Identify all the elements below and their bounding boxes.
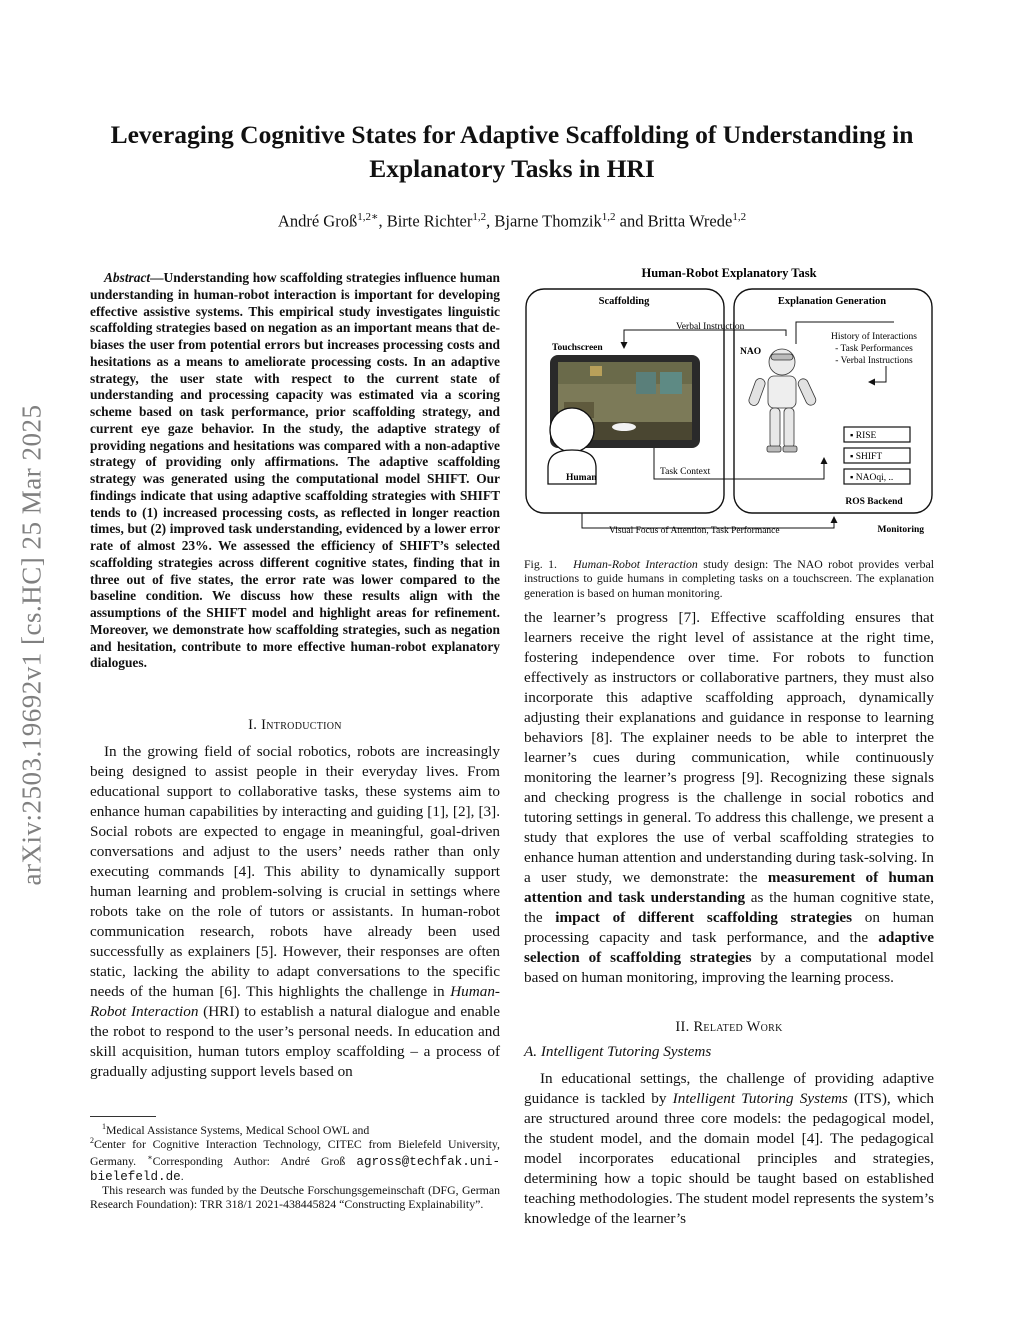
figure-caption <box>524 557 934 600</box>
author-name: Bjarne Thomzik <box>494 211 602 231</box>
backend-item-label: ▪ SHIFT <box>850 452 883 462</box>
backend-item-label: ▪ RISE <box>850 431 877 441</box>
abstract <box>90 270 500 672</box>
section-title: Introduction <box>261 717 342 733</box>
visual-focus-label: Visual Focus of Attention, Task Performance <box>609 526 780 536</box>
related-work-paragraph <box>524 1069 934 1229</box>
footnote-affiliation-2: $^2$Center for Cognitive Interaction Technology, CITEC from Bielefeld University, Germany. ∗Corresponding Author: André Groß agross@techfak.uni-bielefeld.de. <box>90 1136 500 1184</box>
nao-robot <box>748 349 818 452</box>
intro-emphasis: Human-Robot Interaction <box>90 983 500 1020</box>
body-bold: adaptive selection of scaffolding strategies <box>524 929 934 966</box>
body-text: the learner’s progress [7]. Effective scaffolding ensures that learners receive the right level of assistance at the right time, fostering independence over time. For robots to function effectively as instructors or collaborative partners, they must also incorporate this adaptive scaffolding approach, dynamically adjusting their explanations and guidance in response to learning behaviors [8]. The explainer needs to be able to interpret the learner’s cues during communication, while continuously monitoring the learner’s progress [9]. Recognizing these signals and checking progress is the challenge in social robotics and tutoring settings in general. To address this challenge, we present a study that explores the use of verbal scaffolding strategies to enhance human attention and understanding during task-solving. In a user study, we demonstrate: the <box>524 609 934 886</box>
task-context-label: Task Context <box>660 467 711 477</box>
history-title: History of Interactions <box>830 332 918 342</box>
author-separator: and <box>615 211 648 231</box>
scaffolding-label: Scaffolding <box>598 296 650 307</box>
history-to-backend-arrow <box>869 366 886 382</box>
body-bold: measurement of human attention and task understanding <box>524 869 934 906</box>
touchscreen-label: Touchscreen <box>552 343 603 353</box>
monitoring-label: Monitoring <box>877 525 924 535</box>
verbal-instruction-label: Verbal Instruction <box>676 322 745 332</box>
body-emphasis: Intelligent Tutoring Systems <box>672 1090 848 1107</box>
figure-title: Human-Robot Explanatory Task <box>641 266 817 280</box>
author-affiliation: 1,2∗ <box>357 211 379 223</box>
footnote-corresponding: Corresponding Author: André Groß <box>152 1153 346 1168</box>
abstract-label: Abstract <box>104 270 151 285</box>
section-number: I. <box>248 717 262 733</box>
footnote-funding: This research was funded by the Deutsche Forschungsgemeinschaft (DFG, German Research Foundation): TRR 318/1 2021-438445824 “Constructing Explainability”. <box>90 1183 500 1211</box>
section-number: II. <box>675 1019 694 1035</box>
caption-label: Fig. 1. <box>524 557 557 571</box>
ros-backend-label: ROS Backend <box>845 497 903 507</box>
arxiv-id: arXiv:2503.19692v1 [cs.HC] 25 Mar 2025 <box>16 404 47 886</box>
footnote-aff2: Center for Cognitive Interaction Technology, CITEC from Bielefeld University, Germany. <box>90 1136 500 1168</box>
explanation-generation-label: Explanation Generation <box>777 296 887 307</box>
section-heading-related-work <box>524 1019 934 1036</box>
verbal-instruction-arrow <box>624 330 786 348</box>
author-list <box>80 210 944 232</box>
author-affiliation: 1,2 <box>732 211 747 223</box>
footnote-email[interactable]: agross@techfak.uni-bielefeld.de <box>90 1154 500 1184</box>
body-text: (ITS), which are structured around three core models: the pedagogical model, the student model, and the domain model [4]. The pedagogical model incorporates educational principles and strategies, determining how a topic should be taught based on established teaching methodologies. The student model represents the system’s knowledge of the learner’s <box>524 1090 935 1227</box>
backend-item-label: ▪ NAOqi, .. <box>850 473 894 483</box>
body-text: on human processing capacity and task performance, and the <box>524 909 934 946</box>
human-head <box>550 408 594 452</box>
arxiv-stamp <box>12 345 52 945</box>
author-name: André Groß <box>277 211 358 231</box>
intro-text-end: (HRI) to establish a natural dialogue and enable the robot to respond to the user’s personal needs. In education and skill acquisition, human tutors employ scaffolding – a process of gradually adjusting support levels based on <box>90 1003 501 1080</box>
history-item: - Task Performances <box>835 344 913 354</box>
footnote-period: . <box>180 1168 184 1183</box>
abstract-dash: — <box>150 270 164 285</box>
footnote-aff1: Medical Assistance Systems, Medical School OWL and <box>106 1122 370 1137</box>
intro-text: In the growing field of social robotics, robots are increasingly being designed to assist people in their everyday lives. From educational support to collaborative tasks, these systems aim to enhance human capabilities by interacting and guiding [1], [2], [3]. Social robots are expected to engage in meaningful, goal-driven conversations and adjust to the users’ needs rather than only executing commands [4]. This ability to dynamically support human learning and problem-solving is crucial in settings where robots take on the role of tutors or assistants. In human-robot communication research, robots have already been used successfully as explainers [5]. However, their responses are often static, lacking the ability to adapt conversations to the specific needs of the human [6]. This highlights the challenge in <box>90 743 500 1000</box>
author-name: Britta Wrede <box>647 211 733 231</box>
body-bold: impact of different scaffolding strategies <box>555 909 853 926</box>
author-separator: , <box>486 211 495 231</box>
body-text: by a computational model based on human monitoring, improving the learning process. <box>524 949 934 986</box>
paper-title: Leveraging Cognitive States for Adaptive Scaffolding of Understanding in Explanatory Tasks in HRI <box>110 120 914 183</box>
abstract-text: Understanding how scaffolding strategies influence human understanding in human-robot interaction is important for developing effective assistive systems. This empirical study investigates linguistic scaffolding strategies based on negation as an important means that de-biases the user from potential errors but increases processing costs and hesitations as a means to ameliorate processing costs. In an adaptive strategy, the user state with respect to the current state of understanding and processing capacity was estimated via a scoring scheme based on task performance, prior scaffolding strategy, and current eye gaze behavior. In the study, the adaptive strategy of providing negations and hesitations was compared with a non-adaptive strategy of providing only affirmations. The adaptive scaffolding strategy was generated using the computational model SHIFT. Our findings indicate that using adaptive scaffolding strategies with SHIFT tends to (1) increased processing costs, as reflected in longer reaction times, but (2) improved task understanding, evidenced by a lower error rate of almost 23%. We assessed the efficiency of SHIFT’s selected scaffolding strategies across different cognitive states, finding that in three out of five states, the error rate was lower compared to the baseline condition. We discuss how these results align with the assumptions of the SHIFT model and highlight areas for refinement. Moreover, we demonstrate how scaffolding strategies, such as negation and hesitation, contribute to more effective human-robot explanatory dialogues. <box>90 270 500 671</box>
author-name: Birte Richter <box>386 211 473 231</box>
history-item: - Verbal Instructions <box>835 356 913 366</box>
right-column-paragraph <box>524 608 934 988</box>
footnote-affiliations: $^1$Medical Assistance Systems, Medical School OWL and <box>102 1122 370 1137</box>
section-title: Related Work <box>693 1019 783 1035</box>
introduction-paragraph <box>90 742 500 1082</box>
nao-label: NAO <box>740 347 762 357</box>
author-affiliation: 1,2 <box>601 211 616 223</box>
subsection-heading: A. Intelligent Tutoring Systems <box>524 1043 712 1060</box>
caption-text: study design: The NAO robot provides verbal instructions to guide humans in completing tasks on a touchscreen. The explanation generation is based on human monitoring. <box>524 557 934 600</box>
author-affiliation: 1,2 <box>472 211 487 223</box>
body-text: as the human cognitive state, the <box>524 889 935 926</box>
footnote-rule <box>90 1116 156 1117</box>
figure-hri-diagram <box>524 262 934 542</box>
author-separator: , <box>378 211 387 231</box>
section-heading-introduction <box>90 717 500 734</box>
body-text: In educational settings, the challenge of providing adaptive guidance is tackled by <box>524 1070 934 1107</box>
caption-emphasis: Human-Robot Interaction <box>573 557 698 571</box>
human-label: Human <box>566 473 597 483</box>
